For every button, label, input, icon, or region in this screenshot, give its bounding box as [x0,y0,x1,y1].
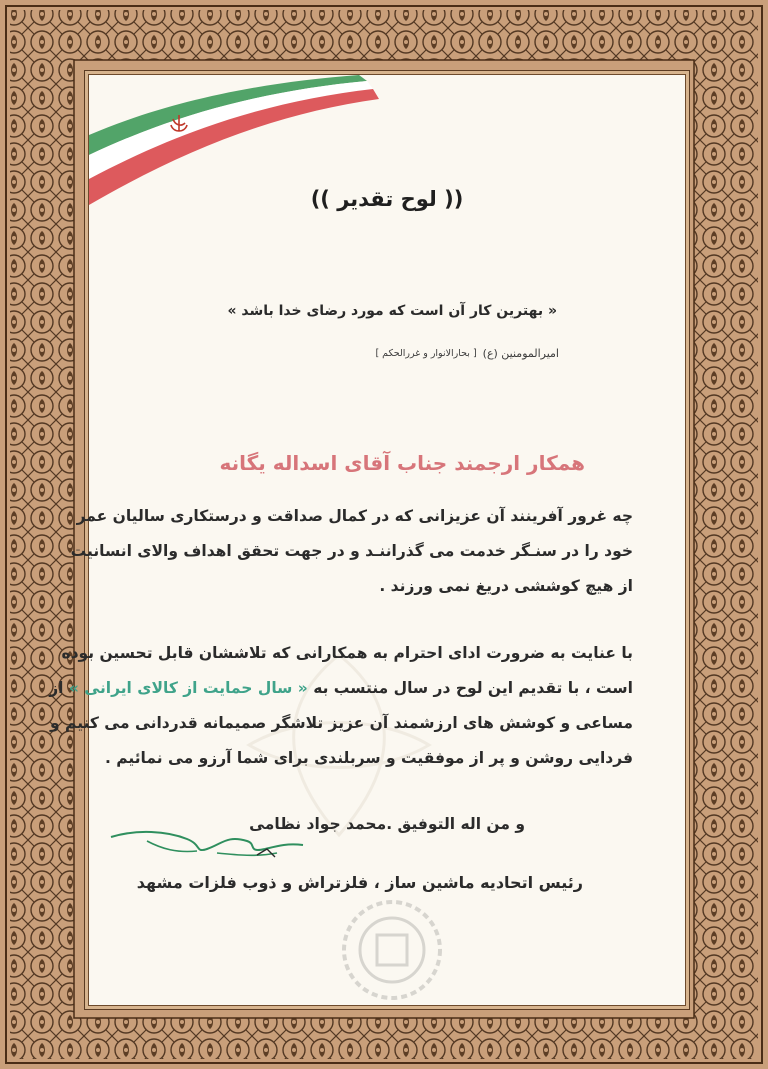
year-slogan: « سال حمایت از کالای ایرانی » [68,679,308,697]
body-paragraph-1 [70,499,633,604]
body-line: چه غرور آفرینند آن عزیزانی که در کمال صداقت و درستکاری سالیان عمر [76,507,633,525]
body-paragraph-2 [49,636,633,776]
body-line: مساعی و کوشش های ارزشمند آن عزیز تلاشگر صمیمانه قدردانی می کنیم و [50,714,633,732]
quote-author: امیرالمومنین (ع) [482,347,559,360]
seal-icon [337,895,447,1005]
body-text: است ، با تقدیم این لوح در سال منتسب به [307,679,633,697]
addressee-name: همکار ارجمند جناب آقای اسداله یگانه [219,451,585,475]
certificate-title: (( لوح تقدیر )) [310,187,464,211]
certificate-paper [49,74,686,1006]
body-text: از [49,679,69,697]
signer-title: رئیس اتحادیه ماشین ساز ، فلزتراش و ذوب فلزات مشهد [136,873,583,892]
hadith-quote: « بهترین کار آن است که مورد رضای خدا باشد » [227,303,557,319]
body-line: فردایی روشن و پر از موفقیت و سربلندی برای شما آرزو می نمائیم . [104,749,633,767]
quote-source: [ بحارالانوار و غررالحکم ] [375,348,477,359]
body-line: از هیچ کوششی دریغ نمی ورزند . [379,577,633,595]
handwritten-signature-icon [107,819,307,869]
quote-attribution [375,347,559,360]
body-line: با عنایت به ضرورت ادای احترام به همکارانی که تلاششان قابل تحسین بوده [61,644,633,662]
closing-signature-name: و من اله التوفیق .محمد جواد نظامی [249,815,525,833]
body-line-with-highlight [49,671,633,706]
body-line: خود را در سنـگر خدمت می گذراننـد و در جهت تحقق اهداف والای انسانیت [70,542,633,560]
